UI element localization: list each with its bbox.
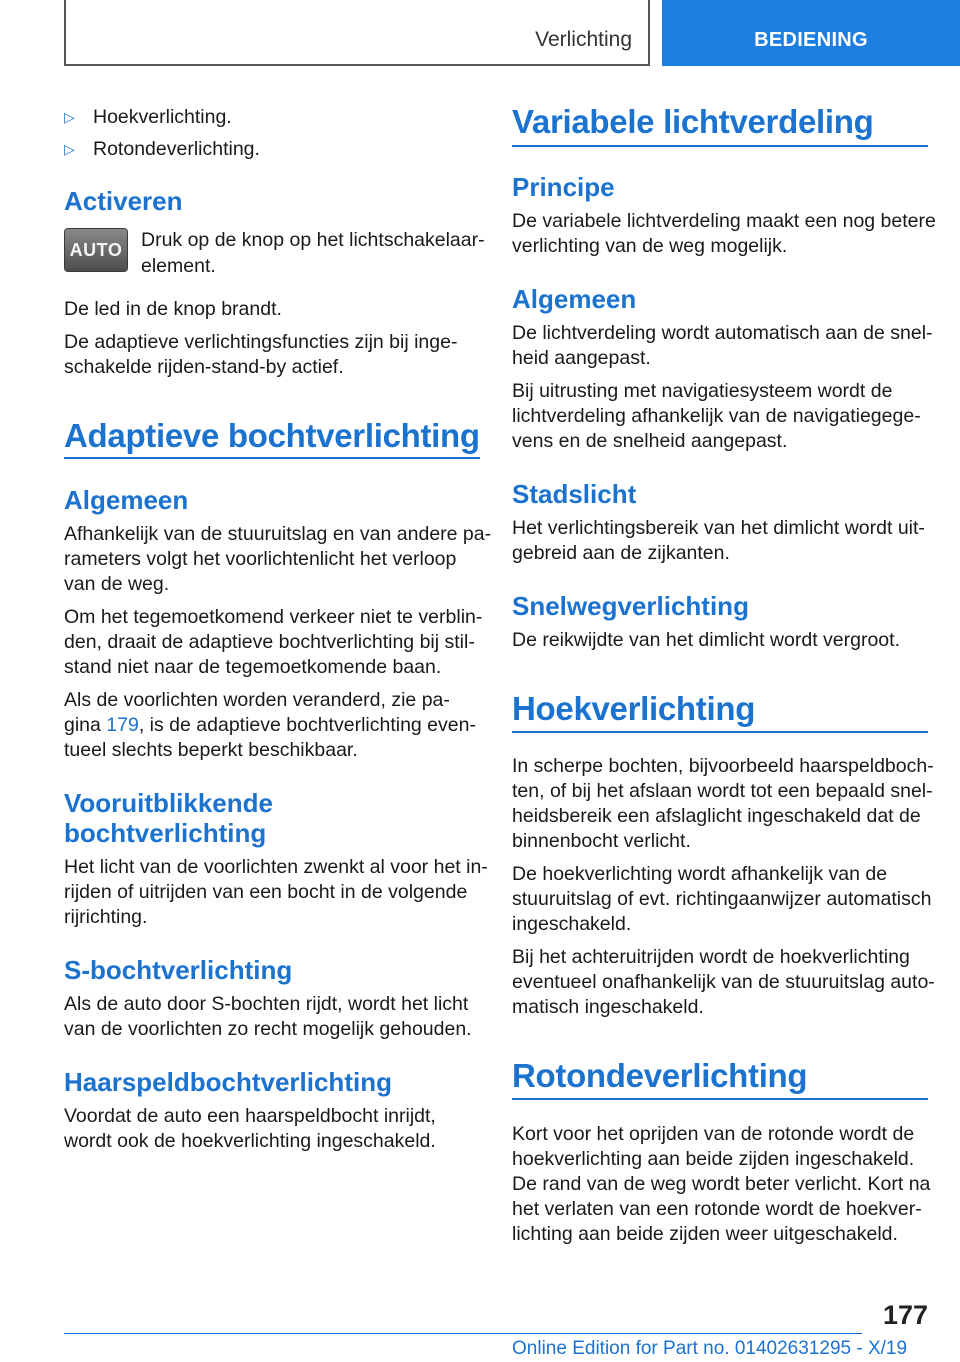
paragraph: lichtverdeling afhankelijk van de navigatiegege- — [512, 405, 921, 427]
chapter-tab — [662, 0, 960, 66]
paragraph: heid aangepast. — [512, 347, 651, 369]
paragraph: Het verlichtingsbereik van het dimlicht wordt uit- — [512, 517, 925, 539]
paragraph: Als de voorlichten worden veranderd, zie pa- — [64, 689, 450, 711]
footer-rule — [64, 1333, 862, 1334]
paragraph: rijrichting. — [64, 906, 148, 928]
paragraph: Het licht van de voorlichten zwenkt al voor het in- — [64, 856, 488, 878]
paragraph: De adaptieve verlichtingsfuncties zijn bij inge- — [64, 331, 458, 353]
triangle-bullet-icon: ▷ — [64, 141, 75, 157]
heading-haarspeldbochtverlichting: Haarspeldbochtverlichting — [64, 1067, 392, 1097]
heading-rule — [512, 731, 928, 733]
chapter-title: BEDIENING — [754, 29, 868, 51]
paragraph: van de weg. — [64, 573, 170, 595]
section-title: Verlichting — [535, 28, 632, 51]
heading-principe: Principe — [512, 172, 615, 202]
heading-hoekverlichting: Hoekverlichting — [512, 690, 756, 727]
paragraph: element. — [141, 255, 216, 277]
paragraph: het verlaten van een rotonde wordt de hoekver- — [512, 1198, 922, 1220]
heading-vooruitblikkende: bochtverlichting — [64, 818, 267, 848]
heading-adaptieve-bochtverlichting: Adaptieve bochtverlichting — [64, 417, 480, 454]
paragraph: verlichting van de weg mogelijk. — [512, 235, 788, 257]
paragraph: heidsbereik een afslaglicht ingeschakeld dat de — [512, 805, 921, 827]
section-tab — [64, 0, 650, 66]
paragraph: Om het tegemoetkomend verkeer niet te verblin- — [64, 606, 483, 628]
paragraph: In scherpe bochten, bijvoorbeeld haarspeldboch- — [512, 755, 934, 777]
paragraph: stuuruitslag of evt. richtingaanwijzer automatisch — [512, 888, 932, 910]
paragraph: Bij uitrusting met navigatiesysteem wordt de — [512, 380, 893, 402]
paragraph: den, draait de adaptieve bochtverlichting bij stil- — [64, 631, 475, 653]
paragraph: wordt ook de hoekverlichting ingeschakeld. — [64, 1130, 436, 1152]
heading-algemeen: Algemeen — [64, 485, 189, 515]
heading-rule — [512, 1098, 928, 1100]
paragraph: Kort voor het oprijden van de rotonde wordt de — [512, 1123, 915, 1145]
paragraph: matisch ingeschakeld. — [512, 996, 704, 1018]
paragraph: De variabele lichtverdeling maakt een nog betere — [512, 210, 936, 232]
paragraph: vens en de snelheid aangepast. — [512, 430, 788, 452]
heading-algemeen: Algemeen — [512, 284, 637, 314]
paragraph: binnenbocht verlicht. — [512, 830, 691, 852]
paragraph: rameters volgt het voorlichtenlicht het verloop — [64, 548, 457, 570]
heading-stadslicht: Stadslicht — [512, 479, 637, 509]
paragraph: De lichtverdeling wordt automatisch aan de snel- — [512, 322, 933, 344]
paragraph: De led in de knop brandt. — [64, 298, 282, 320]
footer-edition: Online Edition for Part no. 01402631295 - X/19 — [512, 1338, 908, 1359]
heading-rule — [512, 145, 928, 147]
paragraph: De hoekverlichting wordt afhankelijk van de — [512, 863, 888, 885]
paragraph: stand niet naar de tegemoetkomende baan. — [64, 656, 442, 678]
paragraph: Als de auto door S-bochten rijdt, wordt het licht — [64, 993, 469, 1015]
paragraph: De reikwijdte van het dimlicht wordt vergroot. — [512, 629, 900, 651]
paragraph: gina 179, is de adaptieve bochtverlichting even- — [64, 714, 476, 736]
paragraph: hoekverlichting aan beide zijden ingeschakeld. — [512, 1148, 915, 1170]
auto-button-icon: AUTO — [64, 228, 128, 272]
page-header — [0, 0, 960, 66]
heading-s-bochtverlichting: S-bochtverlichting — [64, 955, 293, 985]
paragraph: schakelde rijden-stand-by actief. — [64, 356, 344, 378]
paragraph: ingeschakeld. — [512, 913, 632, 935]
heading-snelwegverlichting: Snelwegverlichting — [512, 591, 749, 621]
triangle-bullet-icon: ▷ — [64, 109, 75, 125]
paragraph: gebreid aan de zijkanten. — [512, 542, 730, 564]
paragraph: Voordat de auto een haarspeldbocht inrijdt, — [64, 1105, 436, 1127]
paragraph: Afhankelijk van de stuuruitslag en van andere pa- — [64, 523, 492, 545]
heading-rotondeverlichting: Rotondeverlichting — [512, 1057, 808, 1094]
paragraph: rijden of uitrijden van een bocht in de volgende — [64, 881, 468, 903]
heading-rule — [64, 457, 480, 459]
paragraph: ten, of bij het afslaan wordt tot een bepaald snel- — [512, 780, 933, 802]
paragraph: De rand van de weg wordt beter verlicht. Kort na — [512, 1173, 931, 1195]
heading-vooruitblikkende: Vooruitblikkende — [64, 788, 273, 818]
paragraph: Druk op de knop op het lichtschakelaar- — [141, 229, 485, 251]
paragraph: eventueel onafhankelijk van de stuuruitslag auto- — [512, 971, 935, 993]
page-number: 177 — [882, 1300, 928, 1330]
paragraph: van de voorlichten zo recht mogelijk gehouden. — [64, 1018, 472, 1040]
heading-variabele-lichtverdeling: Variabele lichtverdeling — [512, 103, 874, 140]
page-link[interactable]: 179 — [106, 714, 139, 736]
paragraph: lichting aan beide zijden weer uitgeschakeld. — [512, 1223, 898, 1245]
paragraph: tueel slechts beperkt beschikbaar. — [64, 739, 358, 761]
paragraph: Bij het achteruitrijden wordt de hoekverlichting — [512, 946, 910, 968]
heading-activeren: Activeren — [64, 186, 183, 216]
